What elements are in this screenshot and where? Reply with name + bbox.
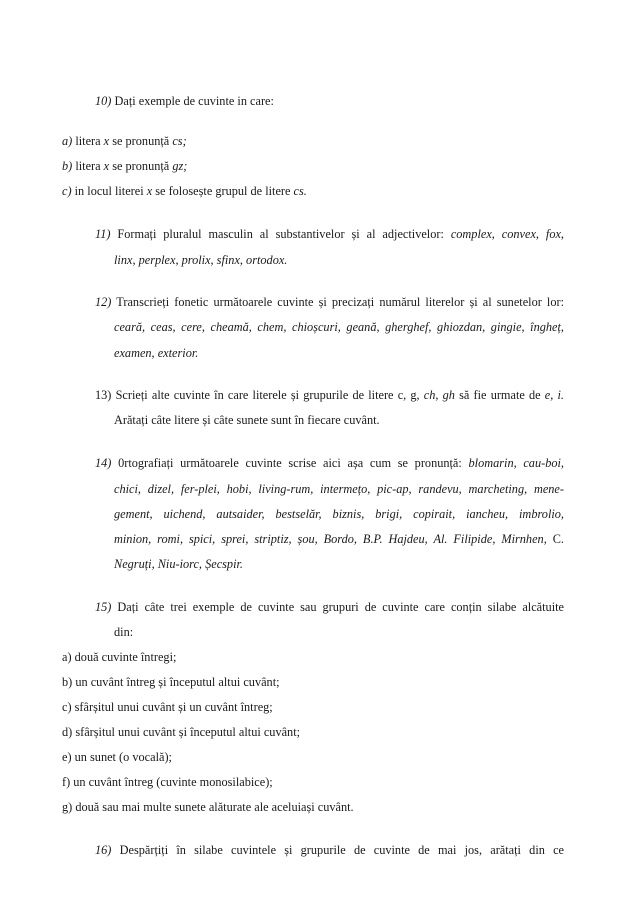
- exercise-10-item-b: [62, 158, 187, 174]
- exercise-12-line-1: [95, 294, 564, 310]
- exercise-15-item-c: [62, 699, 273, 715]
- exercise-text: 0rtografiați următoarele cuvinte scrise aici așa cum se pronunță:: [118, 456, 469, 470]
- exercise-number: 11): [95, 227, 111, 241]
- item-text: se pronunță: [109, 159, 173, 173]
- exercise-text: din:: [114, 625, 134, 639]
- item-value: cs;: [172, 134, 187, 148]
- exercise-13-line-2: [114, 412, 380, 428]
- item-value: cs.: [293, 184, 307, 198]
- item-marker: e): [62, 750, 72, 764]
- exercise-10-title: [95, 93, 274, 109]
- exercise-words: gement, uichend, autsaider, bestselăr, biznis, brigi, copirait, iancheu, imbrolio,: [114, 507, 564, 521]
- exercise-words: minion, romi, spici, sprei, striptiz, șou, Bordo, B.P. Hajdeu, Al. Filipide, Mirnhen,: [114, 532, 553, 546]
- exercise-11-line-1: [95, 226, 564, 242]
- item-marker: b): [62, 159, 73, 173]
- item-text: un sunet (o vocală);: [74, 750, 172, 764]
- exercise-15-item-g: [62, 799, 354, 815]
- exercise-words: chici, dizel, fer-plei, hobi, living-rum, intermețo, pic-ap, randevu, marcheting, mene-: [114, 482, 564, 496]
- item-marker: g): [62, 800, 73, 814]
- item-letter: x: [103, 159, 110, 173]
- exercise-12-line-3: [114, 345, 198, 361]
- item-marker: c): [62, 184, 72, 198]
- item-text: un cuvânt întreg (cuvinte monosilabice);: [73, 775, 273, 789]
- item-marker: d): [62, 725, 73, 739]
- exercise-words: linx, perplex, prolix, sfinx, ortodox.: [114, 253, 288, 267]
- exercise-number: 14): [95, 456, 112, 470]
- exercise-text: Arătați câte litere și câte sunete sunt în fiecare cuvânt.: [114, 413, 380, 427]
- item-text: două cuvinte întregi;: [74, 650, 177, 664]
- exercise-12-line-2: [114, 319, 564, 335]
- item-marker: b): [62, 675, 73, 689]
- exercise-text: Despărțiți în silabe cuvintele și grupurile de cuvinte de mai jos, arătați din ce: [119, 843, 565, 857]
- exercise-text: să fie urmate de: [454, 388, 545, 402]
- exercise-15-line-1: [95, 599, 564, 615]
- exercise-text: Dați exemple de cuvinte in care:: [114, 94, 274, 108]
- exercise-text: Scrieți alte cuvinte în care literele și grupurile de litere c, g,: [115, 388, 424, 402]
- exercise-14-line-4: [114, 531, 564, 547]
- item-marker: f): [62, 775, 71, 789]
- exercise-15-item-d: [62, 724, 300, 740]
- exercise-15-item-e: [62, 749, 172, 765]
- exercise-10-item-a: [62, 133, 187, 149]
- item-letter: x: [146, 184, 153, 198]
- exercise-number: 15): [95, 600, 112, 614]
- exercise-text: ,: [435, 388, 443, 402]
- item-text: sfârșitul unui cuvânt și începutul altui cuvânt;: [75, 725, 301, 739]
- item-text: litera: [75, 159, 104, 173]
- item-marker: c): [62, 700, 72, 714]
- exercise-14-line-3: [114, 506, 564, 522]
- item-text: sfârșitul unui cuvânt și un cuvânt întreg;: [74, 700, 273, 714]
- item-marker: a): [62, 650, 72, 664]
- exercise-number: 10): [95, 94, 112, 108]
- exercise-number: 12): [95, 295, 112, 309]
- exercise-11-line-2: [114, 252, 287, 268]
- item-text: două sau mai multe sunete alăturate ale aceluiași cuvânt.: [75, 800, 354, 814]
- exercise-15-item-a: [62, 649, 176, 665]
- item-value: gz;: [172, 159, 188, 173]
- letter-group: ch: [423, 388, 436, 402]
- item-text: litera: [75, 134, 104, 148]
- item-text: in locul literei: [74, 184, 147, 198]
- exercise-16-line-1: [95, 842, 564, 858]
- exercise-text: Transcrieți fonetic următoarele cuvinte și precizați numărul literelor și al sunetelor lor:: [116, 295, 564, 309]
- exercise-text: Dați câte trei exemple de cuvinte sau grupuri de cuvinte care conțin silabe alcătuite: [117, 600, 564, 614]
- exercise-14-line-1: [95, 455, 564, 471]
- exercise-words: complex, convex, fox,: [450, 227, 565, 241]
- item-text: se pronunță: [109, 134, 173, 148]
- item-text: se folosește grupul de litere: [152, 184, 294, 198]
- exercise-15-item-f: [62, 774, 273, 790]
- exercise-words: C.: [552, 532, 564, 546]
- exercise-15-line-2: [114, 624, 133, 640]
- exercise-text: Formați pluralul masculin al substantivelor și al adjectivelor:: [117, 227, 451, 241]
- exercise-words: blomarin, cau-boi,: [468, 456, 564, 470]
- item-marker: a): [62, 134, 73, 148]
- exercise-number: 16): [95, 843, 112, 857]
- exercise-words: Negruți, Niu-iorc, Șecspir.: [114, 557, 243, 571]
- exercise-15-item-b: [62, 674, 280, 690]
- letter-group: gh: [442, 388, 455, 402]
- exercise-number: 13): [95, 388, 112, 402]
- letter-group: e, i.: [544, 388, 564, 402]
- exercise-words: examen, exterior.: [114, 346, 199, 360]
- exercise-13-line-1: [95, 387, 564, 403]
- item-text: un cuvânt întreg și începutul altui cuvânt;: [75, 675, 280, 689]
- exercise-10-item-c: [62, 183, 307, 199]
- item-letter: x: [103, 134, 110, 148]
- exercise-words: ceară, ceas, cere, cheamă, chem, chioșcuri, geană, gherghef, ghiozdan, gingie, îngheț,: [114, 320, 564, 334]
- exercise-14-line-5: [114, 556, 243, 572]
- exercise-14-line-2: [114, 481, 564, 497]
